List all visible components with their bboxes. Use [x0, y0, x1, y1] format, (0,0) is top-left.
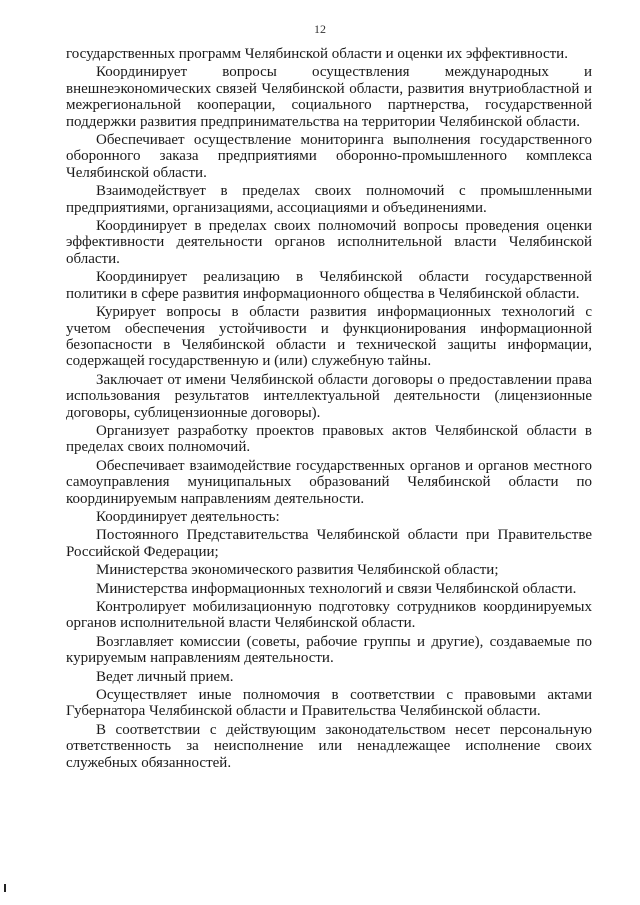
paragraph: Ведет личный прием. — [96, 668, 234, 685]
paragraph: Курирует вопросы в области развития информационных технологий с учетом обеспечения устойчивости и функционирования информационной безопасности в Челябинской области и технической защиты информации, содержащей государственную и (или) служебную тайны. — [66, 304, 592, 370]
paragraph: Взаимодействует в пределах своих полномочий с промышленными предприятиями, организациями, ассоциациями и объединениями. — [66, 183, 592, 216]
paragraph: Контролирует мобилизационную подготовку сотрудников координируемых органов исполнительной власти Челябинской области. — [66, 599, 592, 632]
scan-edge-mark — [4, 884, 6, 892]
paragraph: Координирует в пределах своих полномочий вопросы проведения оценки эффективности деятельности органов исполнительной власти Челябинской области. — [66, 218, 592, 267]
paragraph: Обеспечивает осуществление мониторинга выполнения государственного оборонного заказа предприятиями оборонно-промышленного комплекса Челябинской области. — [66, 132, 592, 181]
paragraph: Координирует деятельность: — [96, 508, 280, 525]
paragraph: Министерства информационных технологий и связи Челябинской области. — [96, 580, 577, 597]
paragraph: Координирует вопросы осуществления международных и внешнеэкономических связей Челябинской области, развития внутриобластной и межрегиональной кооперации, социального партнерства, государственной поддержки развития предпринимательства на территории Челябинской области. — [66, 64, 592, 130]
paragraph: Координирует реализацию в Челябинской области государственной политики в сфере развития информационного общества в Челябинской области. — [66, 269, 592, 302]
paragraph: Осуществляет иные полномочия в соответствии с правовыми актами Губернатора Челябинской области и Правительства Челябинской области. — [66, 687, 592, 720]
document-body — [66, 46, 592, 773]
page-number: 12 — [314, 22, 326, 36]
paragraph: Организует разработку проектов правовых актов Челябинской области в пределах своих полномочий. — [66, 422, 592, 456]
paragraph-continuation: государственных программ Челябинской области и оценки их эффективности. — [66, 46, 568, 62]
paragraph: Постоянного Представительства Челябинской области при Правительстве Российской Федерации; — [66, 527, 592, 560]
paragraph: В соответствии с действующим законодательством несет персональную ответственность за неисполнение или ненадлежащее исполнение своих служебных обязанностей. — [66, 721, 592, 771]
paragraph: Заключает от имени Челябинской области договоры о предоставлении права использования результатов интеллектуальной деятельности (лицензионные договоры, сублицензионные договоры). — [66, 371, 592, 421]
paragraph: Обеспечивает взаимодействие государственных органов и органов местного самоуправления муниципальных образований Челябинской области по координируемым направлениям деятельности. — [66, 457, 592, 507]
paragraph: Возглавляет комиссии (советы, рабочие группы и другие), создаваемые по курируемым направлениям деятельности. — [66, 633, 592, 667]
paragraph: Министерства экономического развития Челябинской области; — [96, 562, 499, 579]
